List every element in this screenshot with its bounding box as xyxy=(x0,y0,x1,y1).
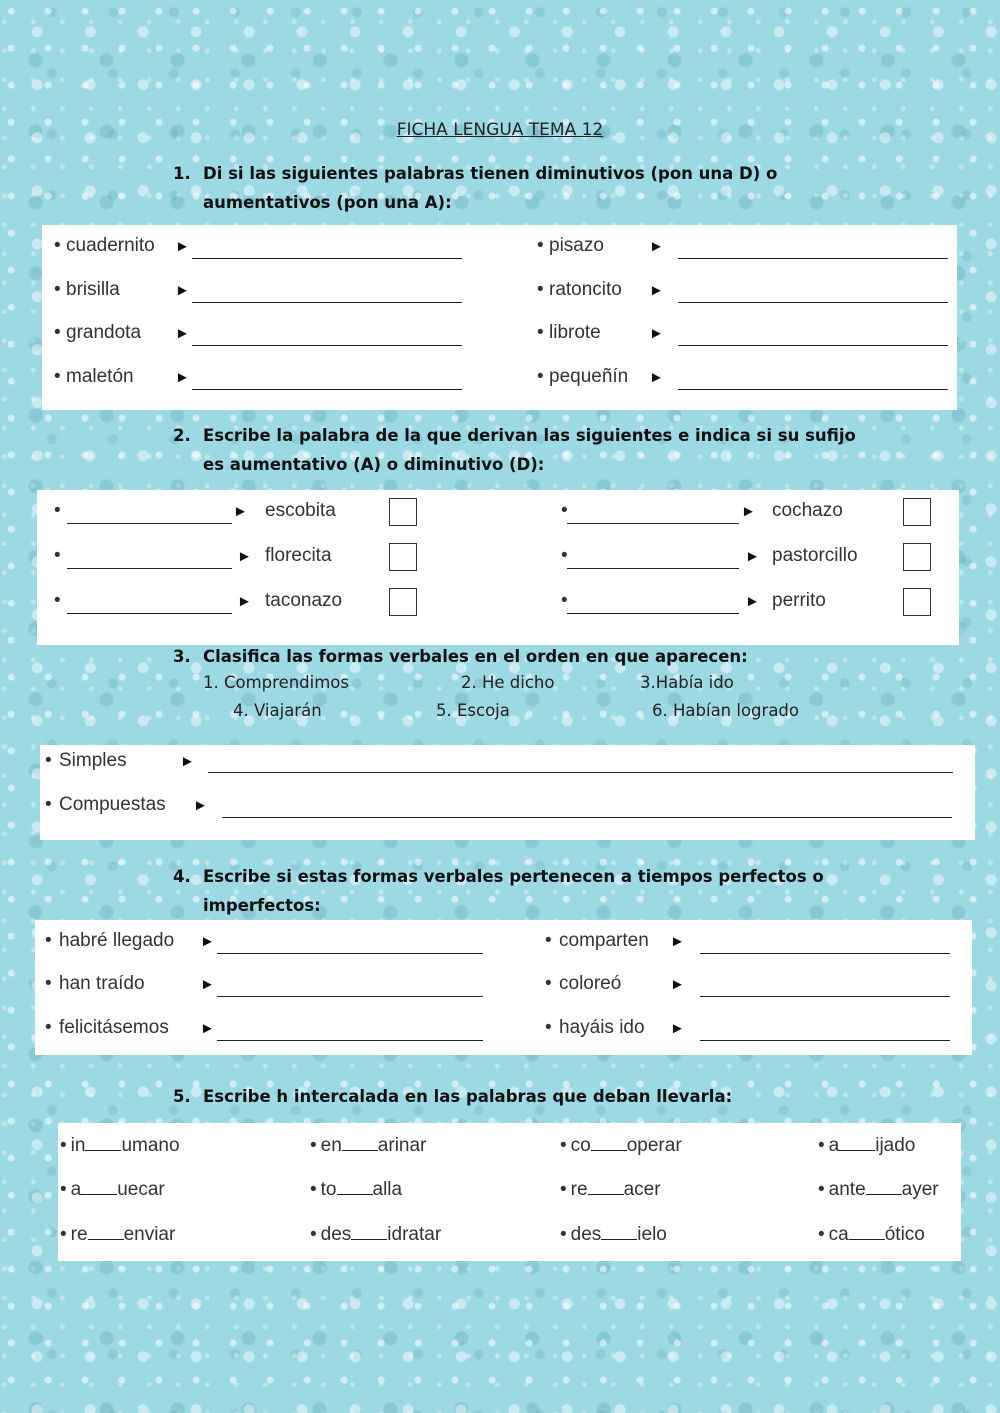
question-number: 2. xyxy=(173,426,191,445)
word-suffix: operar xyxy=(626,1135,682,1156)
arrow-icon: ► xyxy=(200,976,215,993)
h-blank[interactable] xyxy=(849,1223,885,1240)
h-word-item xyxy=(60,1178,260,1206)
h-blank[interactable] xyxy=(351,1223,387,1240)
word: ratoncito xyxy=(549,279,622,300)
h-blank[interactable] xyxy=(601,1223,637,1240)
question-number: 5. xyxy=(173,1087,191,1106)
bullet: • xyxy=(561,590,568,611)
arrow-icon: ► xyxy=(175,369,190,386)
arrow-icon: ► xyxy=(175,238,190,255)
bullet: • xyxy=(545,973,552,994)
arrow-icon: ► xyxy=(200,1020,215,1037)
word: hayáis ido xyxy=(559,1017,645,1038)
verb-item: 3.Había ido xyxy=(640,673,734,692)
word-suffix: ielo xyxy=(637,1224,667,1245)
word: escobita xyxy=(265,500,336,521)
word-suffix: arinar xyxy=(377,1135,427,1156)
answer-line[interactable] xyxy=(678,302,948,303)
arrow-icon: ► xyxy=(670,976,685,993)
answer-line[interactable] xyxy=(678,345,948,346)
word: maletón xyxy=(66,366,134,387)
word: cochazo xyxy=(772,500,843,521)
question-number: 3. xyxy=(173,647,191,666)
h-blank[interactable] xyxy=(88,1223,124,1240)
answer-line[interactable] xyxy=(700,1040,950,1041)
h-word xyxy=(560,1134,682,1157)
h-word-item xyxy=(818,1223,1000,1251)
question-number: 1. xyxy=(173,164,191,183)
bullet: • xyxy=(818,1179,825,1200)
word: librote xyxy=(549,322,601,343)
arrow-icon: ► xyxy=(649,325,664,342)
verb-item: 1. Comprendimos xyxy=(203,673,350,692)
question-2 xyxy=(173,421,873,481)
word-prefix: to xyxy=(320,1179,337,1200)
bullet: • xyxy=(54,322,61,343)
row-label: Compuestas xyxy=(59,794,166,815)
word-suffix: enviar xyxy=(123,1224,176,1245)
bullet: • xyxy=(54,279,61,300)
h-word xyxy=(310,1223,441,1246)
bullet: • xyxy=(45,930,52,951)
word-suffix: ijado xyxy=(875,1135,916,1156)
question-3 xyxy=(173,642,873,672)
bullet: • xyxy=(560,1179,567,1200)
bullet: • xyxy=(818,1224,825,1245)
answer-line[interactable] xyxy=(700,996,950,997)
arrow-icon: ► xyxy=(175,282,190,299)
word-prefix: en xyxy=(320,1135,342,1156)
bullet: • xyxy=(561,500,568,521)
bullet: • xyxy=(560,1135,567,1156)
word-prefix: in xyxy=(70,1135,86,1156)
bullet: • xyxy=(54,235,61,256)
word-prefix: a xyxy=(70,1179,82,1200)
q2-row xyxy=(37,500,959,528)
h-word-item xyxy=(60,1134,260,1162)
page-title: FICHA LENGUA TEMA 12 xyxy=(396,120,604,140)
exercise-3-box xyxy=(40,745,975,840)
bullet: • xyxy=(45,794,52,815)
exercise-1-box xyxy=(42,225,957,410)
word: brisilla xyxy=(66,279,120,300)
bullet: • xyxy=(818,1135,825,1156)
h-word-item xyxy=(310,1223,510,1251)
arrow-icon: ► xyxy=(233,503,248,520)
h-blank[interactable] xyxy=(839,1134,875,1151)
word-suffix: umano xyxy=(121,1135,180,1156)
answer-line[interactable] xyxy=(678,258,948,259)
question-text: Escribe si estas formas verbales pertenecen a tiempos perfectos o imperfectos: xyxy=(203,867,824,915)
bullet: • xyxy=(310,1224,317,1245)
question-5 xyxy=(173,1082,873,1112)
bullet: • xyxy=(310,1135,317,1156)
question-text: Clasifica las formas verbales en el orden en que aparecen: xyxy=(203,647,748,666)
word: perrito xyxy=(772,590,826,611)
bullet: • xyxy=(537,279,544,300)
word: pisazo xyxy=(549,235,604,256)
h-word-item xyxy=(310,1134,510,1162)
arrow-icon: ► xyxy=(649,238,664,255)
exercise-5-box xyxy=(58,1123,961,1261)
h-word-item xyxy=(818,1178,1000,1206)
h-blank[interactable] xyxy=(591,1134,627,1151)
word-suffix: acer xyxy=(623,1179,661,1200)
bullet: • xyxy=(45,973,52,994)
question-4 xyxy=(173,862,873,922)
arrow-icon: ► xyxy=(200,933,215,950)
h-word xyxy=(818,1223,925,1246)
answer-line[interactable] xyxy=(700,953,950,954)
q2-row xyxy=(37,590,959,618)
h-word xyxy=(310,1178,402,1201)
bullet: • xyxy=(45,750,52,771)
arrow-icon: ► xyxy=(237,548,252,565)
word: pastorcillo xyxy=(772,545,858,566)
answer-checkbox[interactable] xyxy=(903,543,931,571)
h-word xyxy=(60,1134,180,1157)
h-word-item xyxy=(60,1223,260,1251)
word-suffix: ayer xyxy=(901,1179,939,1200)
bullet: • xyxy=(537,366,544,387)
arrow-icon: ► xyxy=(193,797,208,814)
arrow-icon: ► xyxy=(745,593,760,610)
bullet: • xyxy=(54,366,61,387)
word-prefix: re xyxy=(570,1179,588,1200)
verb-item: 5. Escoja xyxy=(436,701,510,720)
answer-line[interactable] xyxy=(678,389,948,390)
arrow-icon: ► xyxy=(741,503,756,520)
bullet: • xyxy=(561,545,568,566)
bullet: • xyxy=(545,930,552,951)
verb-item: 4. Viajarán xyxy=(233,701,322,720)
h-word-item xyxy=(560,1178,760,1206)
word: cuadernito xyxy=(66,235,155,256)
verb-item: 6. Habían logrado xyxy=(652,701,799,720)
bullet: • xyxy=(60,1179,67,1200)
h-word-item xyxy=(560,1223,760,1251)
h-word xyxy=(60,1178,165,1201)
h-word xyxy=(818,1178,939,1201)
classification-row-simples xyxy=(40,750,975,778)
word: felicitásemos xyxy=(59,1017,169,1038)
word-prefix: ante xyxy=(828,1179,866,1200)
word: pequeñín xyxy=(549,366,629,387)
exercise-4-box xyxy=(35,920,972,1055)
question-text: Escribe h intercalada en las palabras que deban llevarla: xyxy=(203,1087,733,1106)
word-prefix: co xyxy=(570,1135,591,1156)
bullet: • xyxy=(45,1017,52,1038)
answer-line[interactable] xyxy=(222,817,952,818)
h-word-item xyxy=(818,1134,1000,1162)
answer-line[interactable] xyxy=(567,568,739,569)
word-prefix: des xyxy=(320,1224,352,1245)
h-blank[interactable] xyxy=(866,1178,902,1195)
h-word xyxy=(310,1134,426,1157)
question-number: 4. xyxy=(173,867,191,886)
h-word xyxy=(560,1223,667,1246)
word: habré llegado xyxy=(59,930,175,951)
arrow-icon: ► xyxy=(670,1020,685,1037)
bullet: • xyxy=(54,590,61,611)
question-text: Escribe la palabra de la que derivan las siguientes e indica si su sufijo es aumentativo (A) o diminutivo (D): xyxy=(203,426,856,474)
h-blank[interactable] xyxy=(81,1178,117,1195)
h-word xyxy=(818,1134,915,1157)
bullet: • xyxy=(560,1224,567,1245)
answer-checkbox[interactable] xyxy=(903,588,931,616)
h-blank[interactable] xyxy=(337,1178,373,1195)
word-prefix: des xyxy=(570,1224,602,1245)
word-suffix: ótico xyxy=(884,1224,925,1245)
bullet: • xyxy=(60,1135,67,1156)
verb-item: 2. He dicho xyxy=(461,673,555,692)
h-word xyxy=(60,1223,175,1246)
word-suffix: idratar xyxy=(387,1224,442,1245)
h-blank[interactable] xyxy=(342,1134,378,1151)
h-word xyxy=(560,1178,661,1201)
h-blank[interactable] xyxy=(588,1178,624,1195)
bullet: • xyxy=(545,1017,552,1038)
q2-row xyxy=(37,545,959,573)
word: florecita xyxy=(265,545,332,566)
question-text: Di si las siguientes palabras tienen diminutivos (pon una D) o aumentativos (pon una A): xyxy=(203,164,778,212)
arrow-icon: ► xyxy=(649,369,664,386)
bullet: • xyxy=(54,545,61,566)
h-word-item xyxy=(310,1178,510,1206)
arrow-icon: ► xyxy=(670,933,685,950)
word: taconazo xyxy=(265,590,343,611)
bullet: • xyxy=(537,322,544,343)
answer-checkbox[interactable] xyxy=(903,498,931,526)
arrow-icon: ► xyxy=(237,593,252,610)
word: comparten xyxy=(559,930,649,951)
answer-line[interactable] xyxy=(567,613,739,614)
word-prefix: re xyxy=(70,1224,88,1245)
word: han traído xyxy=(59,973,145,994)
word-prefix: ca xyxy=(828,1224,849,1245)
arrow-icon: ► xyxy=(745,548,760,565)
bullet: • xyxy=(54,500,61,521)
word-suffix: alla xyxy=(372,1179,403,1200)
verb-list xyxy=(0,673,1000,733)
question-1 xyxy=(173,159,873,219)
word: grandota xyxy=(66,322,142,343)
exercise-2-box xyxy=(37,490,959,645)
answer-line[interactable] xyxy=(567,523,739,524)
h-word-item xyxy=(560,1134,760,1162)
arrow-icon: ► xyxy=(649,282,664,299)
h-blank[interactable] xyxy=(85,1134,121,1151)
arrow-icon: ► xyxy=(180,753,195,770)
answer-line[interactable] xyxy=(208,772,953,773)
row-label: Simples xyxy=(59,750,127,771)
word-suffix: uecar xyxy=(117,1179,165,1200)
arrow-icon: ► xyxy=(175,325,190,342)
word-prefix: a xyxy=(828,1135,840,1156)
bullet: • xyxy=(537,235,544,256)
bullet: • xyxy=(310,1179,317,1200)
bullet: • xyxy=(60,1224,67,1245)
word: coloreó xyxy=(559,973,622,994)
